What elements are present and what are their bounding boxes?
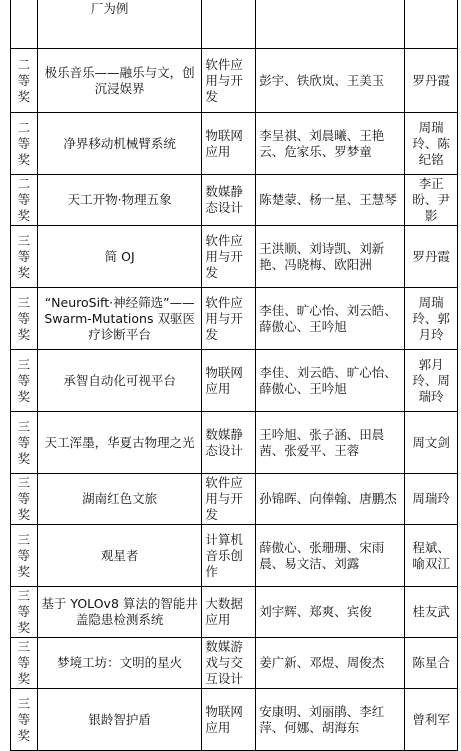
project-name-cell	[37, 226, 202, 288]
team-members-text: 李呈祺、刘晨曦、王艳云、危家乐、罗梦童	[259, 127, 385, 159]
awards-table	[10, 0, 458, 751]
table-row	[11, 226, 458, 288]
category-cell	[202, 587, 256, 638]
team-members-text: 薛傲心、张珊珊、宋雨晨、易文洁、刘露	[259, 539, 385, 571]
project-name-text: 银龄智护盾	[88, 711, 151, 727]
tutor-text: 桂友武	[412, 604, 450, 619]
category-cell	[202, 525, 256, 587]
table-row	[11, 113, 458, 175]
project-name-cell	[37, 689, 202, 751]
award-level-cell	[11, 689, 38, 751]
table-row	[11, 175, 458, 226]
project-name-text: 天工浑墨，华夏古物理之光	[44, 434, 195, 450]
project-name-text: 极乐音乐——融乐与文，创沉浸娱界	[44, 64, 195, 96]
tutor-cell	[405, 49, 458, 113]
awards-table-body	[11, 0, 458, 751]
team-members-text: 安康明、刘丽鹃、李红萍、何娜、胡海东	[259, 703, 385, 735]
category-cell	[202, 175, 256, 226]
project-name-cell	[37, 638, 202, 689]
table-row	[11, 587, 458, 638]
team-members-cell	[256, 113, 405, 175]
tutor-text: 罗丹霞	[412, 72, 450, 88]
team-members-text: 彭宇、铁欣岚、王美玉	[259, 72, 385, 88]
tutor-text: 周瑞玲	[412, 491, 450, 506]
header-fragment-cell-tutor	[405, 0, 458, 49]
team-members-text: 陈楚蒙、杨一星、王慧琴	[259, 192, 397, 207]
award-level-text: 三等奖	[17, 475, 31, 522]
tutor-text: 周瑞玲、陈纪铭	[412, 119, 450, 167]
award-level-text: 三等奖	[17, 356, 31, 404]
project-name-text: “NeuroSift·神经筛选”——Swarm-Mutations 双驱医疗诊断平台	[44, 294, 195, 342]
team-members-cell	[256, 175, 405, 226]
award-level-cell	[11, 412, 38, 474]
category-text: 数媒静态设计	[205, 426, 243, 458]
table-header-fragment-row	[11, 0, 458, 49]
team-members-text: 孙锦晖、向俸翰、唐鹏杰	[259, 491, 397, 506]
category-cell	[202, 350, 256, 412]
award-level-text: 二等奖	[17, 56, 31, 104]
team-members-cell	[256, 226, 405, 288]
award-level-cell	[11, 638, 38, 689]
award-level-text: 三等奖	[17, 695, 31, 743]
team-members-cell	[256, 525, 405, 587]
team-members-text: 王吟旭、张子涵、田晨茜、张爱平、王蓉	[259, 426, 385, 458]
award-level-cell	[11, 350, 38, 412]
tutor-cell	[405, 638, 458, 689]
project-name-cell	[37, 412, 202, 474]
table-row	[11, 474, 458, 525]
category-cell	[202, 113, 256, 175]
category-text: 计算机音乐创作	[205, 531, 243, 579]
tutor-cell	[405, 288, 458, 350]
team-members-cell	[256, 412, 405, 474]
tutor-text: 曾利军	[412, 711, 450, 727]
team-members-cell	[256, 638, 405, 689]
project-name-cell	[37, 49, 202, 113]
tutor-text: 李正盼、尹影	[412, 176, 450, 223]
tutor-cell	[405, 525, 458, 587]
table-row	[11, 412, 458, 474]
project-name-text: 湖南红色文旅	[82, 491, 158, 506]
team-members-cell	[256, 474, 405, 525]
header-fragment-cell-category	[202, 0, 256, 49]
category-cell	[202, 412, 256, 474]
project-name-text: 净界移动机械臂系统	[63, 135, 176, 151]
team-members-cell	[256, 689, 405, 751]
tutor-cell	[405, 175, 458, 226]
header-fragment-cell-level	[11, 0, 38, 49]
category-text: 软件应用与开发	[205, 475, 243, 522]
category-cell	[202, 49, 256, 113]
award-level-cell	[11, 226, 38, 288]
category-text: 软件应用与开发	[205, 232, 243, 280]
header-fragment-cell-project	[37, 0, 202, 49]
award-level-text: 三等奖	[17, 639, 31, 686]
category-text: 物联网应用	[205, 703, 243, 735]
award-level-text: 二等奖	[17, 119, 31, 167]
category-text: 物联网应用	[205, 127, 243, 159]
award-level-cell	[11, 587, 38, 638]
category-text: 大数据应用	[205, 596, 243, 627]
team-members-text: 李佳、旷心怡、刘云皓、薛傲心、王吟旭	[259, 302, 397, 334]
tutor-text: 周文剑	[412, 434, 450, 450]
project-name-text: 承智自动化可视平台	[63, 372, 176, 388]
tutor-text: 陈星合	[412, 655, 450, 670]
award-level-cell	[11, 113, 38, 175]
tutor-cell	[405, 587, 458, 638]
table-row	[11, 689, 458, 751]
award-level-text: 三等奖	[17, 531, 31, 579]
category-cell	[202, 638, 256, 689]
project-name-text: 基于 YOLOv8 算法的智能井盖隐患检测系统	[41, 596, 198, 627]
team-members-text: 姜广新、邓煜、周俊杰	[259, 655, 385, 670]
award-level-cell	[11, 175, 38, 226]
project-name-cell	[37, 288, 202, 350]
category-text: 软件应用与开发	[205, 56, 243, 104]
tutor-cell	[405, 412, 458, 474]
table-row	[11, 49, 458, 113]
tutor-cell	[405, 113, 458, 175]
header-fragment-text: 厂为例	[90, 1, 129, 16]
tutor-text: 程斌、喻双江	[412, 539, 450, 571]
award-level-text: 三等奖	[17, 588, 31, 635]
tutor-cell	[405, 689, 458, 751]
tutor-cell	[405, 350, 458, 412]
project-name-text: 简 OJ	[104, 248, 135, 264]
table-row	[11, 350, 458, 412]
award-level-text: 三等奖	[17, 294, 31, 342]
award-level-cell	[11, 288, 38, 350]
project-name-text: 天工开物·物理五象	[67, 192, 172, 207]
category-cell	[202, 474, 256, 525]
category-cell	[202, 288, 256, 350]
team-members-text: 刘宇辉、郑爽、宾俊	[259, 604, 372, 619]
project-name-cell	[37, 587, 202, 638]
award-level-text: 二等奖	[17, 176, 31, 223]
award-level-text: 三等奖	[17, 232, 31, 280]
team-members-text: 李佳、刘云皓、旷心怡、薛傲心、王吟旭	[259, 364, 397, 396]
team-members-cell	[256, 49, 405, 113]
category-text: 数媒静态设计	[205, 184, 243, 215]
team-members-cell	[256, 288, 405, 350]
project-name-cell	[37, 350, 202, 412]
project-name-text: 梦境工坊：文明的星火	[57, 655, 183, 670]
project-name-cell	[37, 474, 202, 525]
award-level-text: 三等奖	[17, 418, 31, 466]
tutor-text: 周瑞玲、郭月玲	[412, 294, 450, 342]
tutor-text: 郭月玲、周瑞玲	[412, 356, 450, 404]
project-name-cell	[37, 175, 202, 226]
tutor-cell	[405, 226, 458, 288]
category-cell	[202, 226, 256, 288]
table-row	[11, 638, 458, 689]
table-row	[11, 288, 458, 350]
team-members-cell	[256, 350, 405, 412]
category-text: 软件应用与开发	[205, 294, 243, 342]
category-text: 数媒游戏与交互设计	[205, 639, 243, 686]
project-name-cell	[37, 525, 202, 587]
award-level-cell	[11, 474, 38, 525]
award-level-cell	[11, 49, 38, 113]
award-level-cell	[11, 525, 38, 587]
team-members-cell	[256, 587, 405, 638]
team-members-text: 王洪顺、刘诗凯、刘新艳、冯晓梅、欧阳洲	[259, 240, 385, 272]
category-text: 物联网应用	[205, 364, 243, 396]
table-row	[11, 525, 458, 587]
tutor-cell	[405, 474, 458, 525]
category-cell	[202, 689, 256, 751]
tutor-text: 罗丹霞	[412, 248, 450, 264]
project-name-text: 观星者	[100, 547, 139, 563]
header-fragment-cell-members	[256, 0, 405, 49]
project-name-cell	[37, 113, 202, 175]
